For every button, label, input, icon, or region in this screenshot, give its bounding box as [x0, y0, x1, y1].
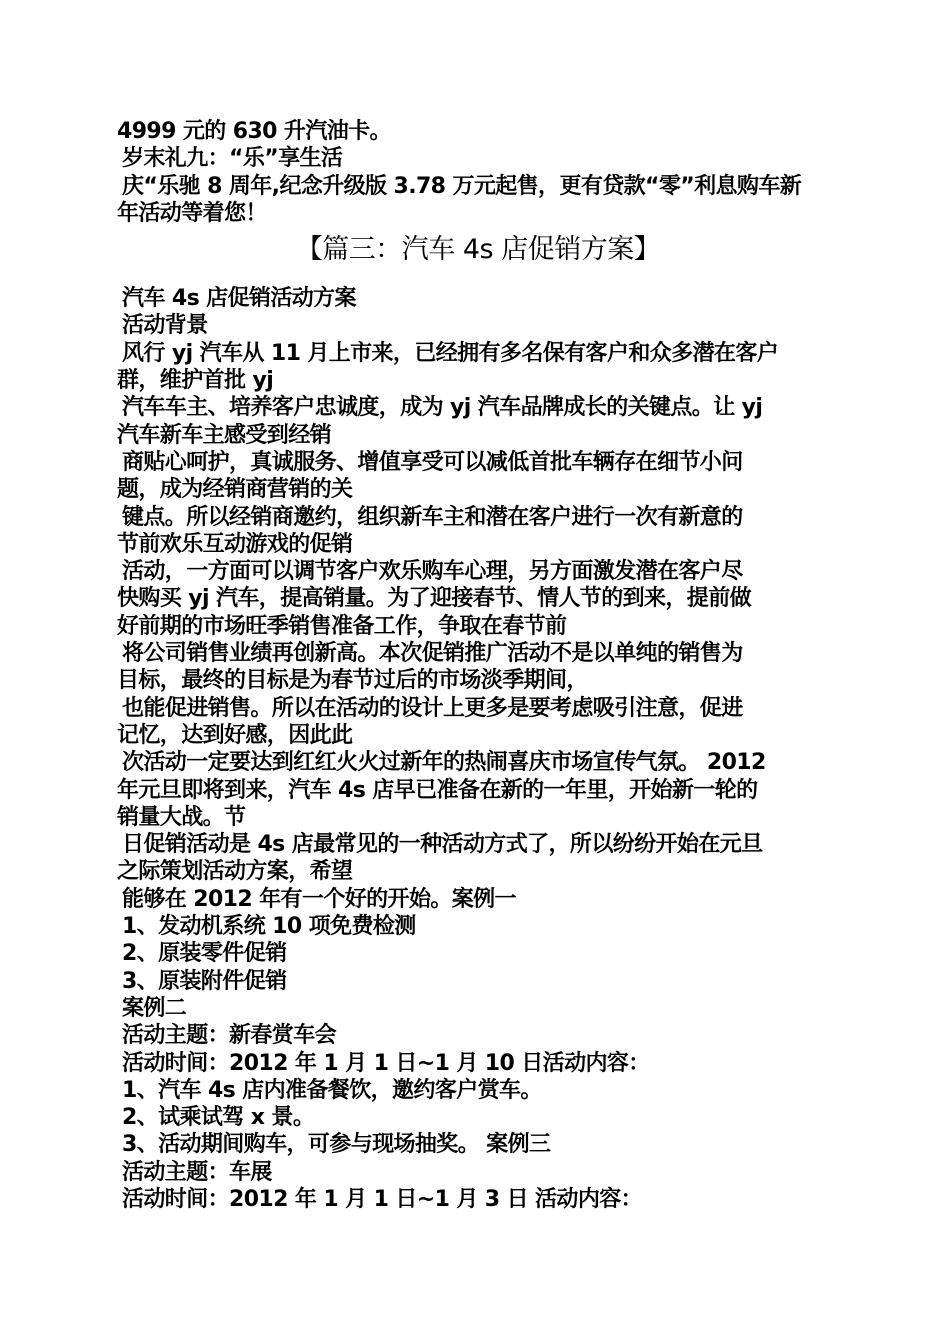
list-item: 2、原装零件促销 [122, 941, 287, 967]
intro-line-2: 岁末礼九：“乐”享生活 [122, 146, 343, 172]
body-line: 目标，最终的目标是为春节过后的市场淡季期间， [117, 668, 588, 694]
body-line: 案例二 [122, 995, 187, 1021]
list-item: 2、试乘试驾 x 景。 [122, 1105, 315, 1131]
body-line: 题，成为经销商营销的关 [117, 477, 353, 503]
body-line: 次活动一定要达到红红火火过新年的热闹喜庆市场宣传气氛。 2012 [122, 750, 766, 776]
list-item: 3、原装附件促销 [122, 968, 287, 994]
intro-line-3: 庆“乐驰 8 周年,纪念升级版 3.78 万元起售，更有贷款“零”利息购车新 [122, 173, 802, 199]
section-heading: 【篇三：汽车 4s 店促销方案】 [295, 234, 661, 266]
body-line: 年元旦即将到来，汽车 4s 店早已准备在新的一年里，开始新一轮的 [117, 777, 758, 803]
body-line: 商贴心呵护，真诚服务、增值享受可以减低首批车辆存在细节小问 [122, 449, 743, 475]
body-line: 活动主题：车展 [122, 1159, 272, 1185]
body-line: 也能促进销售。所以在活动的设计上更多是要考虑吸引注意，促进 [122, 695, 743, 721]
body-line: 日促销活动是 4s 店最常见的一种活动方式了，所以纷纷开始在元旦 [122, 832, 763, 858]
body-line: 活动时间：2012 年 1 月 1 日~1 月 10 日活动内容： [122, 1050, 650, 1076]
body-line: 将公司销售业绩再创新高。本次促销推广活动不是以单纯的销售为 [122, 641, 743, 667]
list-item: 3、活动期间购车，可参与现场抽奖。 案例三 [122, 1132, 551, 1158]
body-line: 好前期的市场旺季销售准备工作，争取在春节前 [117, 613, 567, 639]
body-line: 能够在 2012 年有一个好的开始。案例一 [122, 886, 516, 912]
intro-line-1: 4999 元的 630 升汽油卡。 [117, 119, 391, 144]
intro-line-4: 年活动等着您！ [117, 200, 267, 226]
body-line: 汽车 4s 店促销活动方案 [122, 286, 356, 312]
body-line: 键点。所以经销商邀约，组织新车主和潜在客户进行一次有新意的 [122, 504, 743, 530]
body-line: 之际策划活动方案，希望 [117, 859, 353, 885]
body-line: 活动时间：2012 年 1 月 1 日~1 月 3 日 活动内容： [122, 1186, 643, 1212]
body-line: 风行 yj 汽车从 11 月上市来，已经拥有多名保有客户和众多潜在客户 [122, 340, 779, 366]
body-line: 节前欢乐互动游戏的促销 [117, 531, 353, 557]
body-line: 活动，一方面可以调节客户欢乐购车心理，另方面激发潜在客户尽 [122, 559, 743, 585]
body-line: 活动主题：新春赏车会 [122, 1023, 337, 1049]
body-line: 记忆，达到好感，因此此 [117, 722, 353, 748]
body-line: 销量大战。节 [117, 804, 246, 830]
list-item: 1、汽车 4s 店内准备餐饮，邀约客户赏车。 [122, 1077, 542, 1103]
body-line: 群，维护首批 yj [117, 368, 274, 394]
document-page [117, 118, 839, 1213]
body-line: 快购买 yj 汽车，提高销量。为了迎接春节、情人节的到来，提前做 [117, 586, 752, 612]
body-line: 汽车新车主感受到经销 [117, 422, 332, 448]
body-line: 汽车车主、培养客户忠诚度，成为 yj 汽车品牌成长的关键点。让 yj [122, 395, 763, 421]
body-line: 活动背景 [122, 313, 208, 339]
list-item: 1、发动机系统 10 项免费检测 [122, 914, 416, 940]
